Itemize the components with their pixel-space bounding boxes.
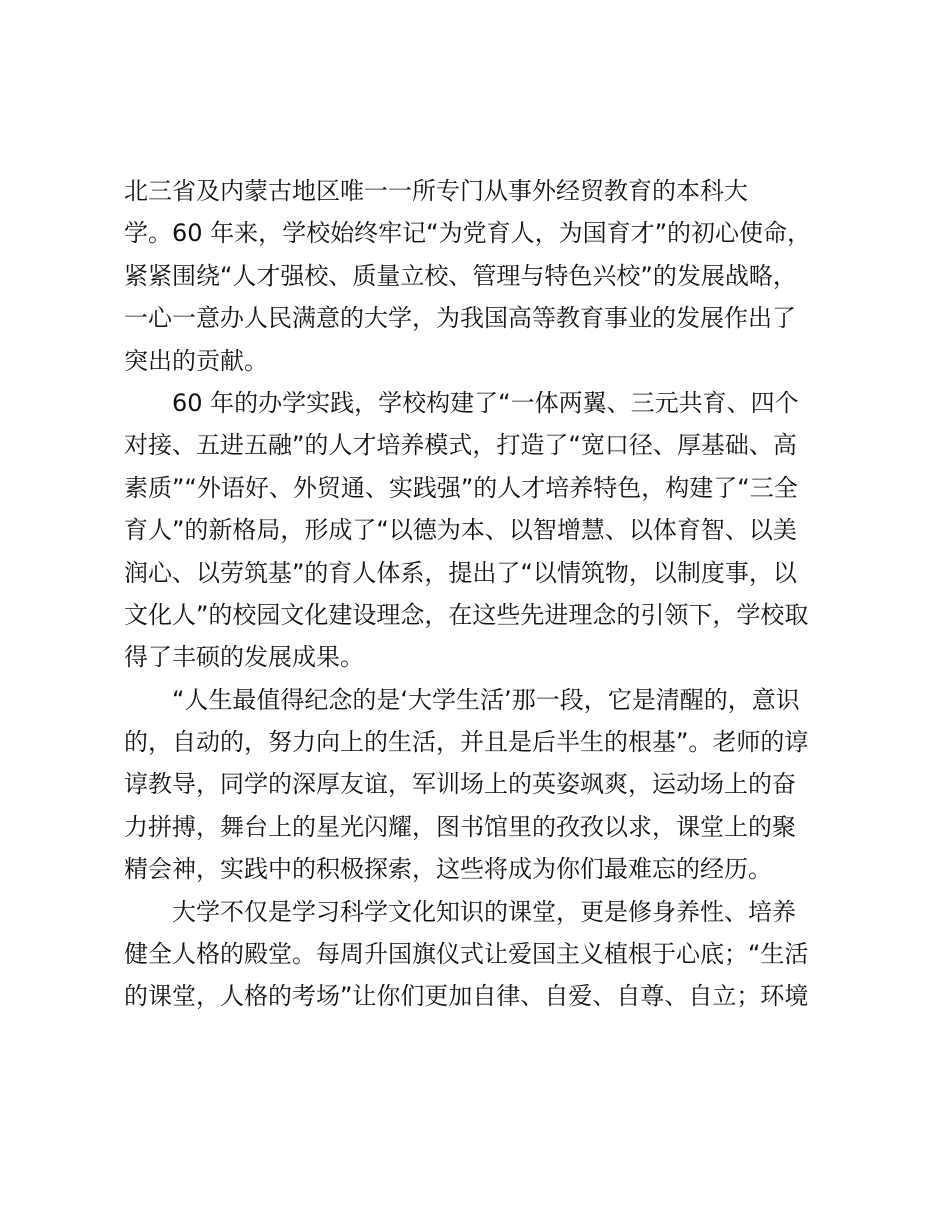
paragraph-first-line: 大学不仅是学习科学文化知识的课堂，更是修身养性、培养 — [172, 897, 796, 926]
body-text — [124, 170, 844, 1018]
text-line: 北三省及内蒙古地区唯一一所专门从事外经贸教育的本科大 — [124, 177, 748, 205]
text-line: 力拼搏，舞台上的星光闪耀，图书馆里的孜孜以求，课堂上的聚 — [124, 812, 796, 841]
text-line: 育人”的新格局，形成了“以德为本、以智增慧、以体育智、以美 — [124, 516, 797, 545]
paragraph-first-line: “人生最值得纪念的是‘大学生活’那一段，它是清醒的，意识 — [172, 685, 800, 714]
text-line: 学。60 年来，学校始终牢记“为党育人，为国育才”的初心使命， — [124, 219, 812, 248]
text-line: 的，自动的，努力向上的生活，并且是后半生的根基”。老师的谆 — [124, 728, 809, 757]
text-line: 一心一意办人民满意的大学，为我国高等教育事业的发展作出了 — [124, 304, 796, 333]
text-line: 得了丰硕的发展成果。 — [124, 643, 364, 672]
text-line: 突出的贡献。 — [124, 346, 268, 375]
text-line: 精会神，实践中的积极探索，这些将成为你们最难忘的经历。 — [124, 855, 772, 884]
text-line: 对接、五进五融”的人才培养模式，打造了“宽口径、厚基础、高 — [124, 431, 797, 460]
text-line: 谆教导，同学的深厚友谊，军训场上的英姿飒爽，运动场上的奋 — [124, 770, 796, 799]
text-line: 文化人”的校园文化建设理念，在这些先进理念的引领下，学校取 — [124, 600, 809, 629]
text-line: 紧紧围绕“人才强校、质量立校、管理与特色兴校”的发展战略， — [124, 261, 797, 290]
paragraph-first-line: 60 年的办学实践，学校构建了“一体两翼、三元共育、四个 — [172, 388, 799, 417]
text-line: 的课堂，人格的考场”让你们更加自律、自爱、自尊、自立；环境 — [124, 982, 809, 1011]
text-line: 润心、以劳筑基”的育人体系，提出了“以情筑物，以制度事，以 — [124, 558, 797, 587]
text-line: 健全人格的殿堂。每周升国旗仪式让爱国主义植根于心底；“生活 — [124, 940, 809, 969]
text-line: 素质”“外语好、外贸通、实践强”的人才培养特色，构建了“三全 — [124, 473, 798, 502]
